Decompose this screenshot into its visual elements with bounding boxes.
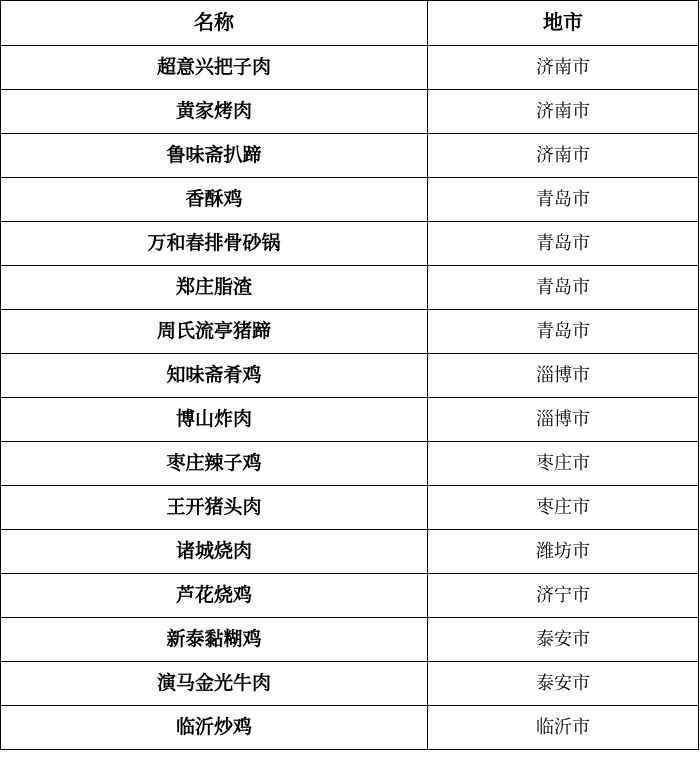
cell-city: 青岛市 (428, 266, 699, 310)
cell-city: 泰安市 (428, 662, 699, 706)
cell-name: 超意兴把子肉 (1, 46, 428, 90)
cell-name: 临沂炒鸡 (1, 706, 428, 750)
table-row (1, 90, 699, 134)
cell-name: 枣庄辣子鸡 (1, 442, 428, 486)
cell-city: 临沂市 (428, 706, 699, 750)
table-row (1, 134, 699, 178)
table-header (1, 1, 699, 46)
column-header-name: 名称 (1, 1, 428, 46)
table-row (1, 398, 699, 442)
cell-name: 黄家烤肉 (1, 90, 428, 134)
cell-city: 枣庄市 (428, 486, 699, 530)
cell-name: 香酥鸡 (1, 178, 428, 222)
table-row (1, 310, 699, 354)
cell-name: 芦花烧鸡 (1, 574, 428, 618)
table-row (1, 354, 699, 398)
cell-city: 济南市 (428, 90, 699, 134)
cell-name: 博山炸肉 (1, 398, 428, 442)
cell-name: 周氏流亭猪蹄 (1, 310, 428, 354)
cell-name: 王开猪头肉 (1, 486, 428, 530)
table-row (1, 706, 699, 750)
cell-city: 潍坊市 (428, 530, 699, 574)
cell-name: 万和春排骨砂锅 (1, 222, 428, 266)
cell-city: 枣庄市 (428, 442, 699, 486)
cell-city: 青岛市 (428, 310, 699, 354)
table-header-row (1, 1, 699, 46)
table-row (1, 46, 699, 90)
table-row (1, 618, 699, 662)
cell-name: 郑庄脂渣 (1, 266, 428, 310)
table-row (1, 222, 699, 266)
cell-name: 知味斋肴鸡 (1, 354, 428, 398)
cell-city: 济南市 (428, 134, 699, 178)
cell-city: 济宁市 (428, 574, 699, 618)
table-row (1, 530, 699, 574)
table-row (1, 662, 699, 706)
cell-city: 青岛市 (428, 222, 699, 266)
cell-city: 青岛市 (428, 178, 699, 222)
table-row (1, 442, 699, 486)
table-row (1, 574, 699, 618)
cell-city: 济南市 (428, 46, 699, 90)
table-row (1, 486, 699, 530)
table-body (1, 46, 699, 750)
cell-city: 泰安市 (428, 618, 699, 662)
table-row (1, 178, 699, 222)
cell-name: 诸城烧肉 (1, 530, 428, 574)
cell-city: 淄博市 (428, 398, 699, 442)
cell-city: 淄博市 (428, 354, 699, 398)
cell-name: 鲁味斋扒蹄 (1, 134, 428, 178)
column-header-city: 地市 (428, 1, 699, 46)
cell-name: 演马金光牛肉 (1, 662, 428, 706)
table-row (1, 266, 699, 310)
cell-name: 新泰黏糊鸡 (1, 618, 428, 662)
